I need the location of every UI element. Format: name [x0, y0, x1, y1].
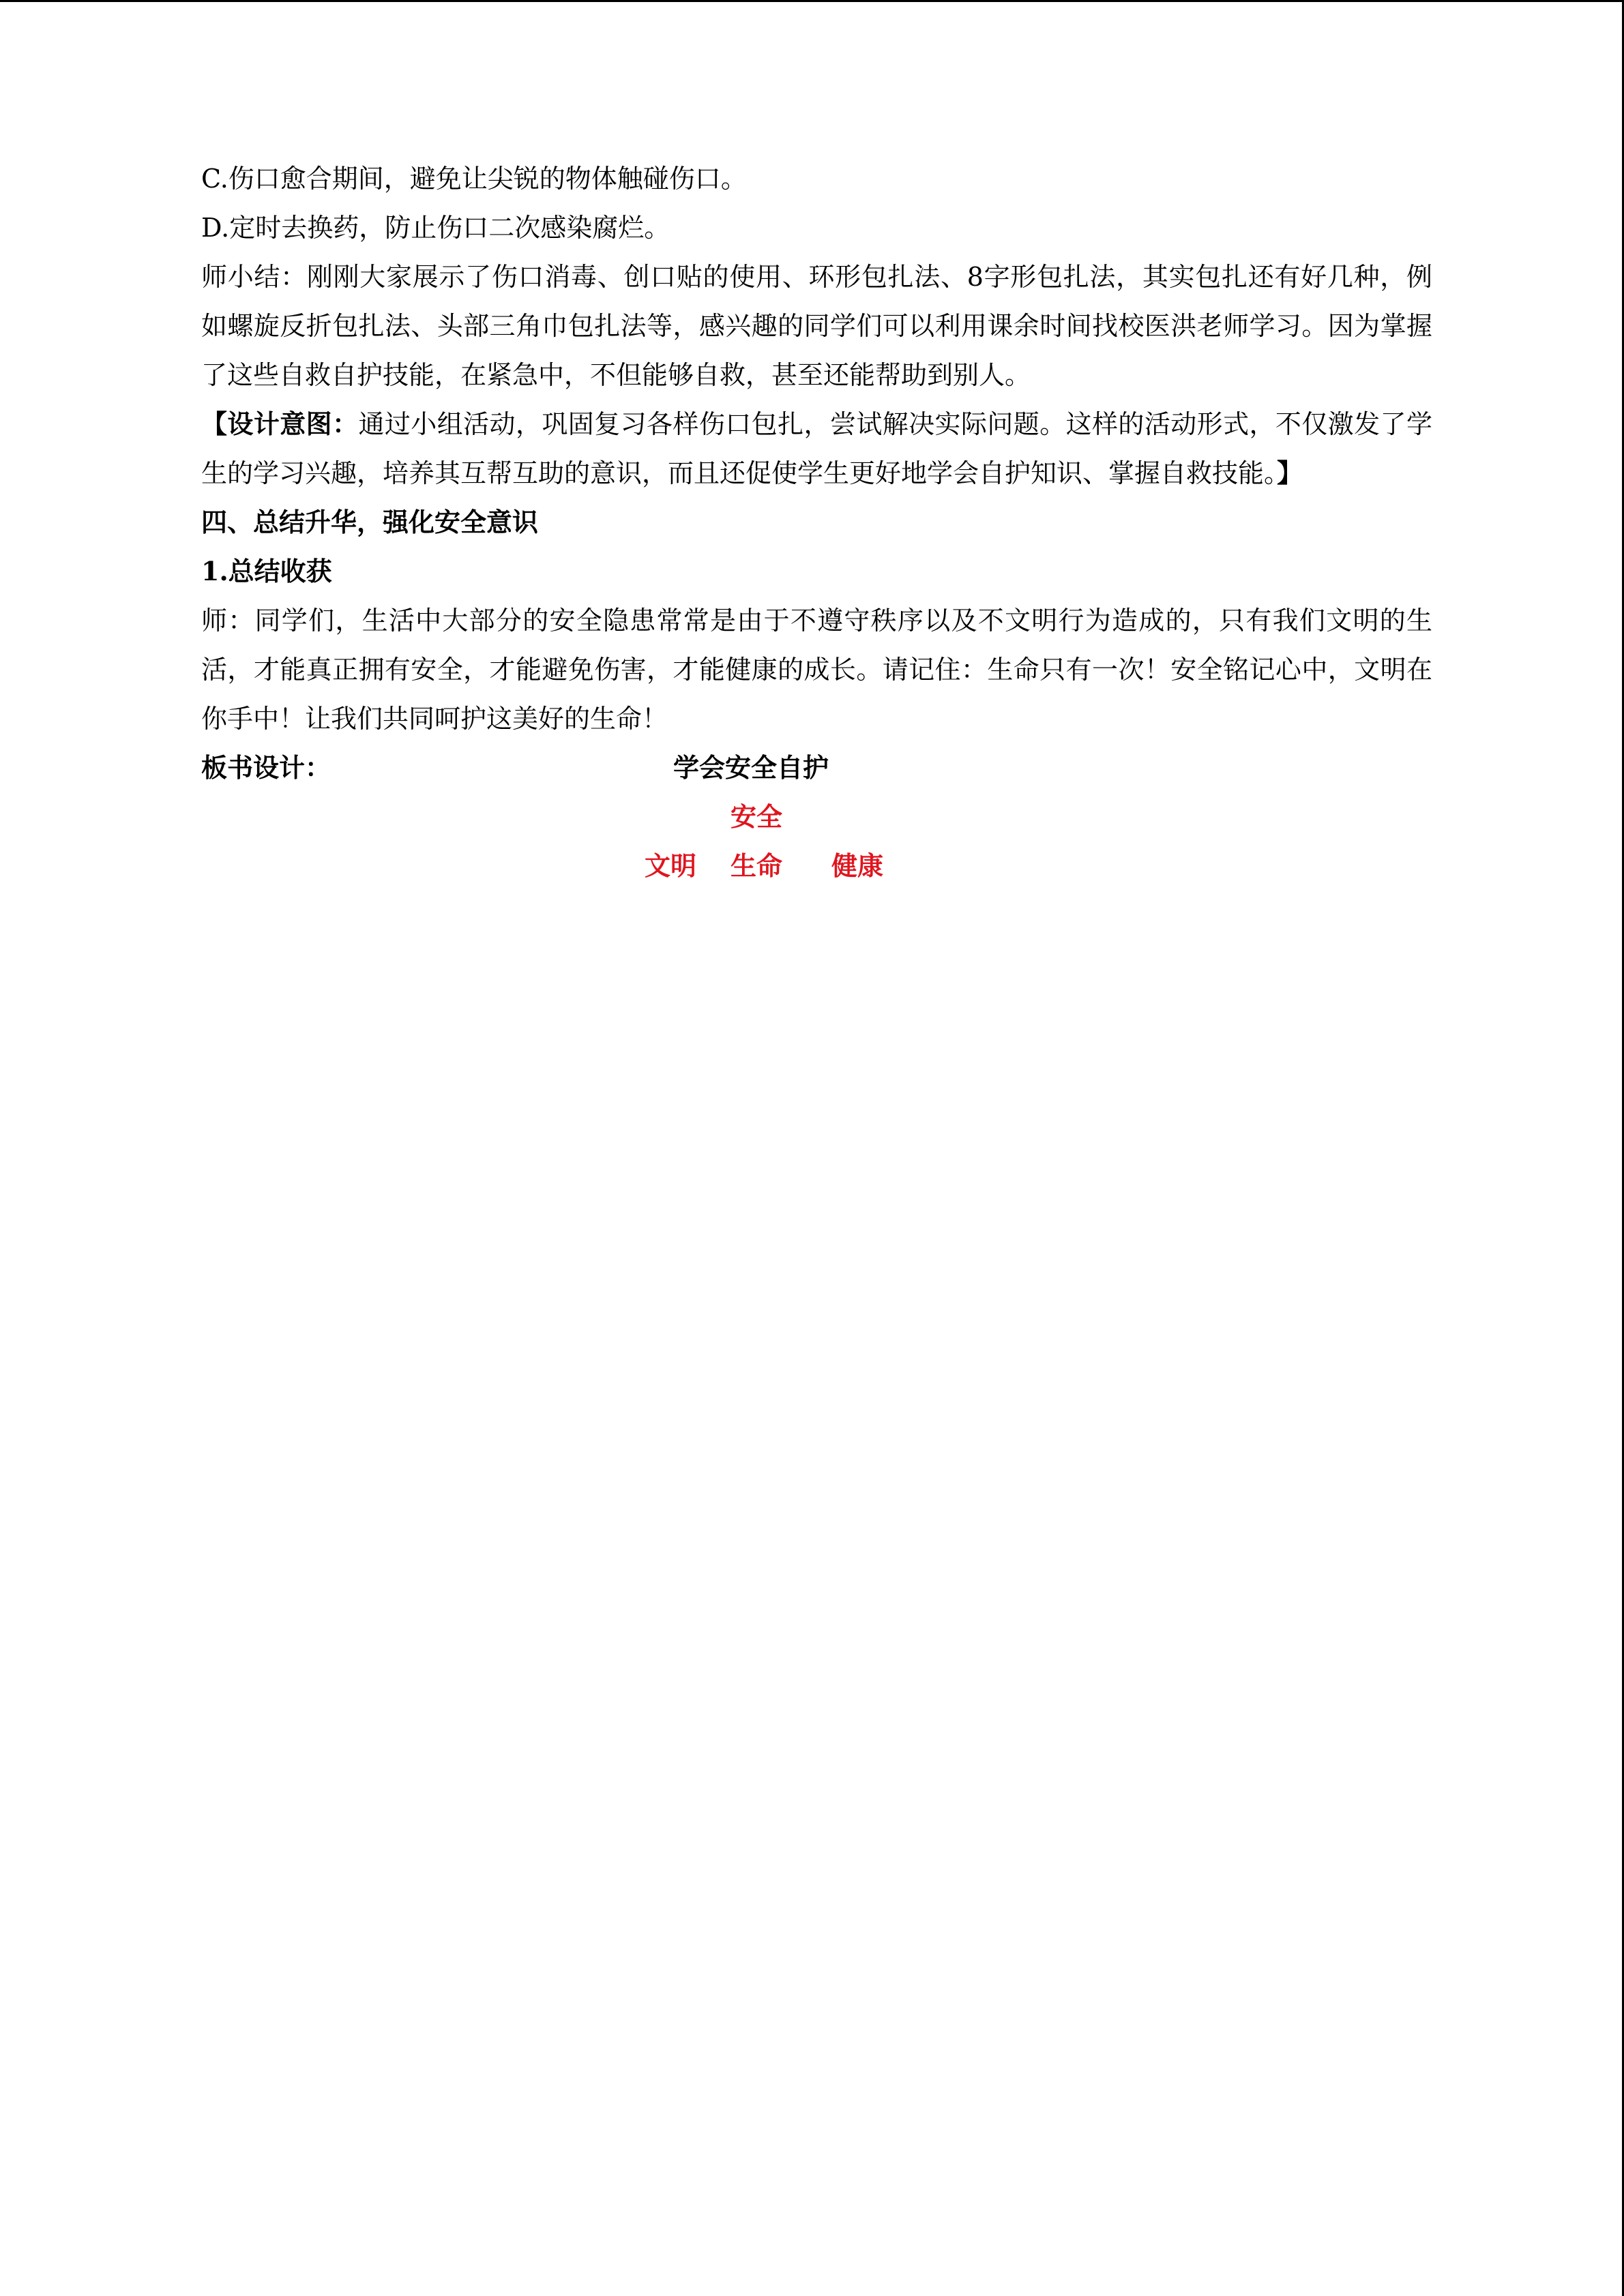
- closing-paragraph: 师：同学们，生活中大部分的安全隐患常常是由于不遵守秩序以及不文明行为造成的，只有我们文明的生活，才能真正拥有安全，才能避免伤害，才能健康的成长。请记住：生命只有一次！安全铭记心中，文明在你手中！让我们共同呵护这美好的生命！: [201, 606, 1432, 734]
- design-intent-text: 通过小组活动，巩固复习各样伤口包扎，尝试解决实际问题。这样的活动形式，不仅激发了学生的学习兴趣，培养其互帮互助的意识，而且还促使学生更好地学会自护知识、掌握自救技能。: [201, 409, 1432, 488]
- design-intent-close-bracket: 】: [1277, 458, 1303, 488]
- option-c-line: C.伤口愈合期间，避免让尖锐的物体触碰伤口。: [201, 164, 747, 194]
- board-design: [201, 743, 1432, 891]
- section-heading: 四、总结升华，强化安全意识: [201, 507, 539, 537]
- subheading: 1.总结收获: [201, 556, 332, 586]
- board-word-civility: 文明: [645, 850, 697, 881]
- board-word-life: 生命: [730, 850, 783, 881]
- document-body: [201, 154, 1432, 891]
- design-intent-paragraph: [201, 400, 1432, 498]
- teacher-summary-paragraph: 师小结：刚刚大家展示了伤口消毒、创口贴的使用、环形包扎法、8字形包扎法，其实包扎还有好几种，例如螺旋反折包扎法、头部三角巾包扎法等，感兴趣的同学们可以利用课余时间找校医洪老师学习。因为掌握了这些自救自护技能，在紧急中，不但能够自救，甚至还能帮助到别人。: [201, 262, 1432, 390]
- board-label: 板书设计：: [201, 752, 331, 783]
- board-word-health: 健康: [831, 850, 884, 881]
- board-title: 学会安全自护: [673, 752, 829, 783]
- design-intent-open-bracket: 【: [201, 408, 228, 439]
- board-center-word: 安全: [730, 801, 783, 832]
- design-intent-label: 设计意图：: [227, 408, 359, 439]
- page-top-border: [0, 0, 1624, 2]
- option-d-line: D.定时去换药，防止伤口二次感染腐烂。: [201, 213, 670, 243]
